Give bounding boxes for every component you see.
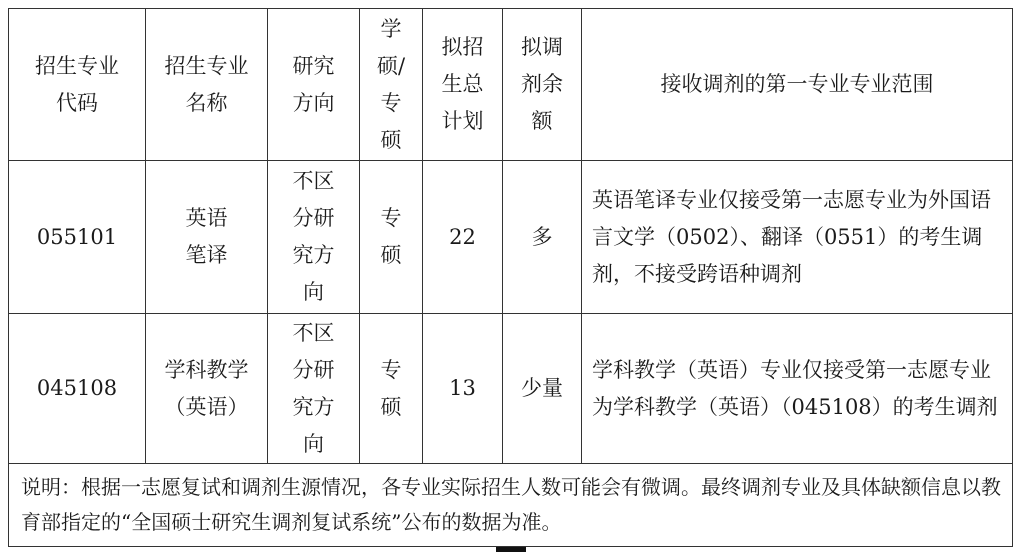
row-scope: 学科教学（英语）专业仅接受第一志愿专业为学科教学（英语）（045108）的考生调剂 xyxy=(582,314,1013,464)
row-direction: 不区分研究方向 xyxy=(268,161,360,314)
table-row xyxy=(9,314,1013,464)
note-row xyxy=(9,464,1013,547)
row-degree: 专硕 xyxy=(360,314,423,464)
header-remaining: 拟调剂余额 xyxy=(503,9,582,161)
row-degree: 专硕 xyxy=(360,161,423,314)
admissions-table xyxy=(8,8,1013,547)
header-direction: 研究方向 xyxy=(268,9,360,161)
row-remaining: 少量 xyxy=(503,314,582,464)
row-code: 055101 xyxy=(9,161,146,314)
table-row xyxy=(9,161,1013,314)
row-remaining: 多 xyxy=(503,161,582,314)
row-name: 学科教学（英语） xyxy=(146,314,268,464)
page-edge-mark xyxy=(496,547,526,552)
row-code: 045108 xyxy=(9,314,146,464)
row-direction: 不区分研究方向 xyxy=(268,314,360,464)
header-plan: 拟招生总计划 xyxy=(423,9,503,161)
header-row xyxy=(9,9,1013,161)
row-name: 英语笔译 xyxy=(146,161,268,314)
header-degree: 学硕/专硕 xyxy=(360,9,423,161)
header-code: 招生专业代码 xyxy=(9,9,146,161)
header-scope: 接收调剂的第一专业专业范围 xyxy=(582,9,1013,161)
row-plan: 22 xyxy=(423,161,503,314)
row-scope: 英语笔译专业仅接受第一志愿专业为外国语言文学（0502）、翻译（0551）的考生调剂，不接受跨语种调剂 xyxy=(582,161,1013,314)
row-plan: 13 xyxy=(423,314,503,464)
header-name: 招生专业名称 xyxy=(146,9,268,161)
table-note: 说明：根据一志愿复试和调剂生源情况，各专业实际招生人数可能会有微调。最终调剂专业及具体缺额信息以教育部指定的“全国硕士研究生调剂复试系统”公布的数据为准。 xyxy=(9,464,1013,547)
